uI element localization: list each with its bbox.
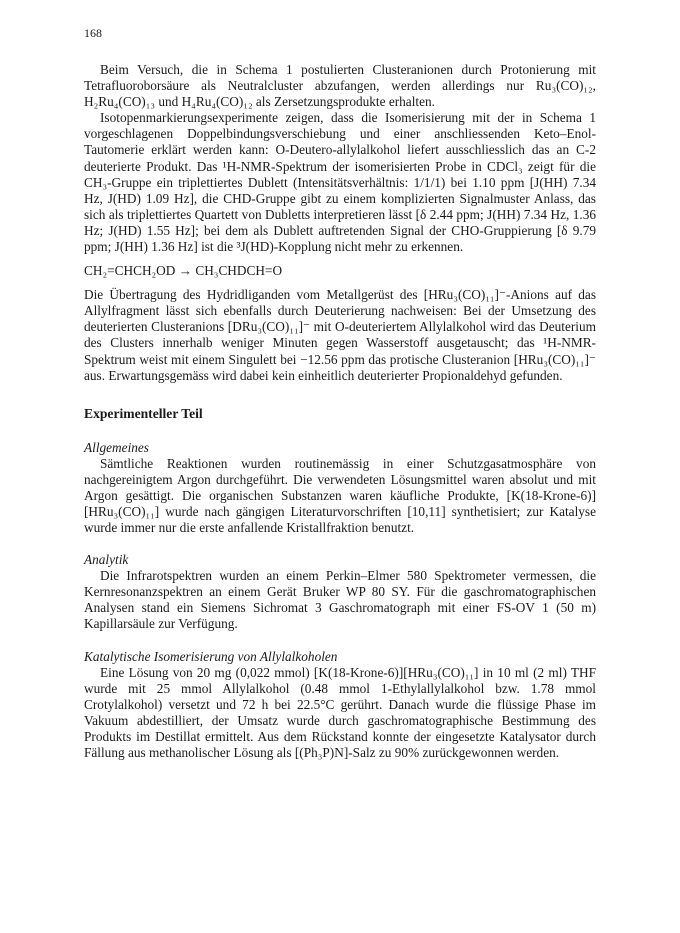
reaction-equation: CH₂=CHCH₂OD → CH₃CHDCH=O xyxy=(84,263,283,279)
text-column xyxy=(84,62,596,761)
page-number: 168 xyxy=(84,26,102,40)
paragraph-2: Isotopenmarkierungsexperimente zeigen, dass die Isomerisierung mit der in Schema 1 vorgeschlagenen Doppelbindungsverschiebung und einer anschliessenden Keto–Enol-Tautomerie erklärt werden kann: O-Deutero-allylalkohol liefert ausschliesslich das an C-2 deuterierte Produkt. Das ¹H-NMR-Spektrum der isomerisierten Probe in CDCl₃ zeigt für die CH₃-Gruppe ein triplettiertes Dublett (Intensitätsverhältnis: 1/1/1) bei 1.10 ppm [J(HH) 7.34 Hz, J(HD) 1.09 Hz], die CHD-Gruppe gibt zu einem komplizierten Signalmuster Anlass, das sich als triplettiertes Quartett von Dubletts interpretieren lässt [δ 2.44 ppm; J(HH) 7.34 Hz, 1.36 Hz; J(HD) 1.55 Hz]; bei dem als Dublett auftretenden Signal der CHO-Gruppierung [δ 9.79 ppm; J(HH) 1.36 Hz] ist die ³J(HD)-Kopplung nicht mehr zu erkennen. xyxy=(84,110,596,255)
section-heading-experimental: Experimenteller Teil xyxy=(84,405,203,421)
paragraph-allgemeines: Sämtliche Reaktionen wurden routinemässig in einer Schutzgasatmosphäre von nachgereinigtem Argon durchgeführt. Die verwendeten Lösungsmittel waren absolut und mit Argon gesättigt. Die organischen Substanzen waren käufliche Produkte, [K(18-Krone-6)][HRu₃(CO)₁₁] wurde nach gängigen Literaturvorschriften [10,11] synthetisiert; zur Katalyse wurde immer nur die erste anfallende Kristallfraktion benutzt. xyxy=(84,455,596,536)
paragraph-analytik: Die Infrarotspektren wurden an einem Perkin–Elmer 580 Spektrometer vermessen, die Kernresonanzspektren an einem Gerät Bruker WP 80 SY. Für die gaschromatographischen Analysen stand ein Siemens Sichromat 3 Gaschromatograph mit einer FS-OV 1 (50 m) Kapillarsäule zur Verfügung. xyxy=(84,568,596,632)
paragraph-3: Die Übertragung des Hydridliganden vom Metallgerüst des [HRu₃(CO)₁₁]⁻-Anions auf das Allylfragment lässt sich ebenfalls durch Deuterierung nachweisen: Bei der Umsetzung des deuterierten Clusteranions [DRu₃(CO)₁₁]⁻ mit O-deuteriertem Allylalkohol wird das Deuterium des Clusters innerhalb weniger Minuten gegen Wasserstoff ausgetauscht; das ¹H-NMR-Spektrum weist mit einem Singulett bei −12.56 ppm das protische Clusteranion [HRu₃(CO)₁₁]⁻ aus. Erwartungsgemäss wird dabei kein einheitlich deuterierter Propionaldehyd gefunden. xyxy=(84,287,596,383)
subheading-allgemeines: Allgemeines xyxy=(84,439,149,455)
subheading-katalyse: Katalytische Isomerisierung von Allylalkoholen xyxy=(84,648,338,664)
paragraph-1: Beim Versuch, die in Schema 1 postulierten Clusteranionen durch Protonierung mit Tetrafluoroborsäure als Neutralcluster abzufangen, werden allerdings nur Ru₃(CO)₁₂, H₂Ru₄(CO)₁₃ und H₄Ru₄(CO)₁₂ als Zersetzungsprodukte erhalten. xyxy=(84,62,596,110)
paragraph-katalyse: Eine Lösung von 20 mg (0,022 mmol) [K(18-Krone-6)][HRu₃(CO)₁₁] in 10 ml (2 ml) THF wurde mit 25 mmol Allylalkohol (0.48 mmol 1-Ethylallylalkohol bzw. 1.78 mmol Crotylalkohol) versetzt und 72 h bei 22.5°C gerührt. Danach wurde die flüssige Phase im Vakuum abdestilliert, der Umsatz wurde durch gaschromatographische Bestimmung des Produkts im Destillat ermittelt. Aus dem Rückstand konnte der eingesetzte Katalysator durch Fällung aus methanolischer Lösung als [(Ph₃P)N]-Salz zu 90% zurückgewonnen werden. xyxy=(84,664,596,760)
subheading-analytik: Analytik xyxy=(84,552,129,568)
